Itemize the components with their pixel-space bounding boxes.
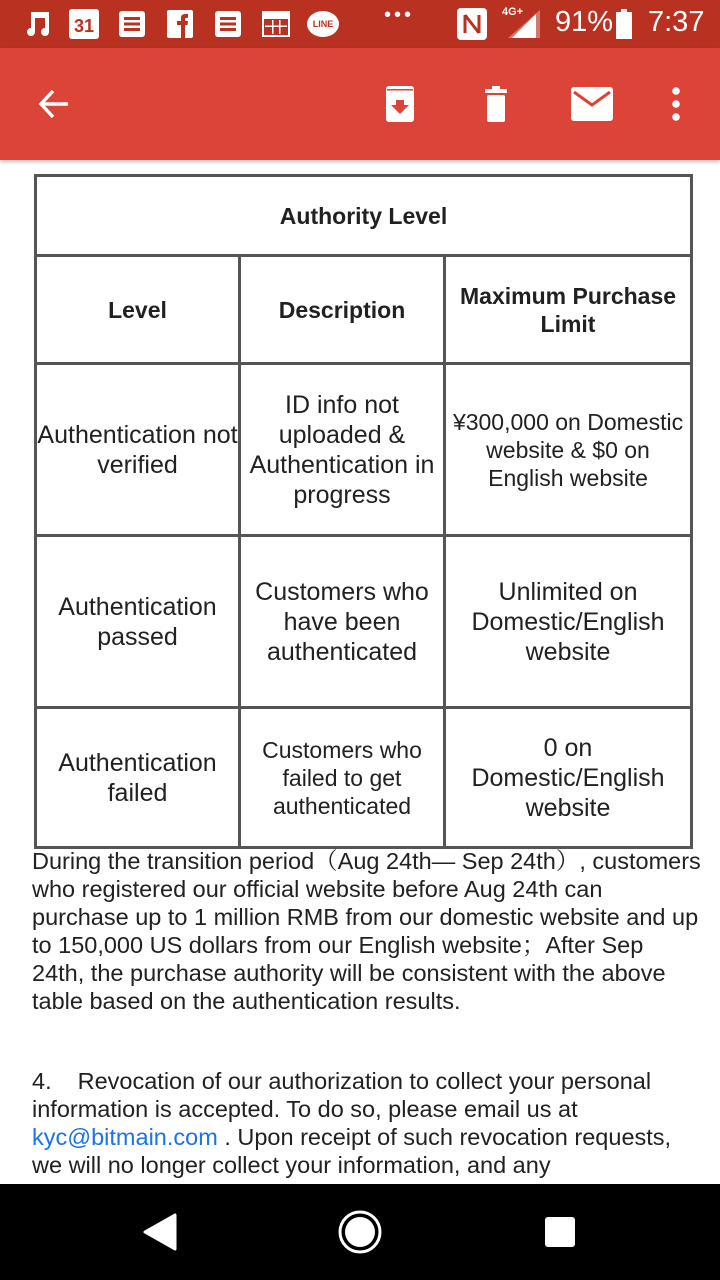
- clock: 7:37: [648, 6, 705, 38]
- nav-back-button[interactable]: [130, 1208, 190, 1256]
- column-header-limit: Maximum Purchase Limit: [445, 256, 692, 364]
- navigation-bar: [0, 1184, 720, 1280]
- limit-cell: Unlimited on Domestic/English website: [445, 536, 692, 708]
- square-recents-icon: [544, 1216, 576, 1248]
- more-options-button[interactable]: [648, 76, 704, 132]
- calendar-icon: [68, 8, 100, 40]
- circle-home-icon: [337, 1209, 383, 1255]
- app-bar: [0, 48, 720, 160]
- arrow-back-icon: [36, 86, 72, 122]
- table-row: [36, 536, 692, 708]
- level-cell: Authentication failed: [36, 708, 240, 848]
- battery-percent: 91%: [555, 6, 614, 38]
- notes-icon: [214, 8, 242, 40]
- description-cell: ID info not uploaded & Authentication in progress: [240, 364, 445, 536]
- nav-recents-button[interactable]: [530, 1208, 590, 1256]
- more-vert-icon: [671, 87, 681, 121]
- email-link[interactable]: kyc@bitmain.com: [32, 1124, 218, 1150]
- description-cell: Customers who have been authenticated: [240, 536, 445, 708]
- email-body: [0, 160, 720, 1184]
- line-icon: [306, 8, 340, 40]
- transition-paragraph: During the transition period（Aug 24th— Sep 24th）, customers who registered our official website before Aug 24th can purchase up to 1 million RMB from our domestic website and up to 150,000 US dollars from our English website；After Sep 24th, the purchase authority will be consistent with the above table based on the authentication results.: [32, 848, 701, 1014]
- column-header-level: Level: [36, 256, 240, 364]
- archive-icon: [386, 86, 414, 122]
- triangle-back-icon: [143, 1213, 177, 1251]
- mail-icon: [571, 87, 613, 121]
- table-row: [36, 708, 692, 848]
- battery-icon: [614, 8, 634, 40]
- table-title: Authority Level: [36, 176, 692, 256]
- delete-button[interactable]: [468, 76, 524, 132]
- mark-unread-button[interactable]: [564, 76, 620, 132]
- level-cell: Authentication passed: [36, 536, 240, 708]
- nav-home-button[interactable]: [330, 1208, 390, 1256]
- keyboard-icon: [261, 8, 291, 40]
- signal-icon: [508, 8, 542, 40]
- level-cell: Authentication not verified: [36, 364, 240, 536]
- table-row: [36, 364, 692, 536]
- item-number: 4.: [32, 1068, 52, 1094]
- limit-cell: ¥300,000 on Domestic website & $0 on English website: [445, 364, 692, 536]
- authority-level-table: [34, 174, 693, 849]
- facebook-icon: [166, 8, 194, 40]
- column-header-description: Description: [240, 256, 445, 364]
- limit-cell: 0 on Domestic/English website: [445, 708, 692, 848]
- description-cell: Customers who failed to get authenticated: [240, 708, 445, 848]
- calendar-day: 31: [69, 9, 99, 39]
- more-notifications-icon: •••: [384, 4, 415, 26]
- archive-button[interactable]: [372, 76, 428, 132]
- trash-icon: [485, 86, 507, 122]
- notes-icon: [118, 8, 146, 40]
- revocation-text: Revocation of our authorization to collect your personal information is accepted. To do so, please email us at: [32, 1068, 652, 1122]
- revocation-text-continued: . Upon receipt of such revocation requests, we will no longer collect your information, and any: [32, 1124, 672, 1178]
- status-bar: [0, 0, 720, 48]
- music-note-icon: [24, 8, 52, 40]
- line-label: LINE: [307, 11, 339, 37]
- nfc-icon: [456, 8, 488, 40]
- network-type-label: 4G+: [502, 6, 524, 18]
- revocation-paragraph: [32, 1067, 702, 1179]
- back-button[interactable]: [26, 76, 82, 132]
